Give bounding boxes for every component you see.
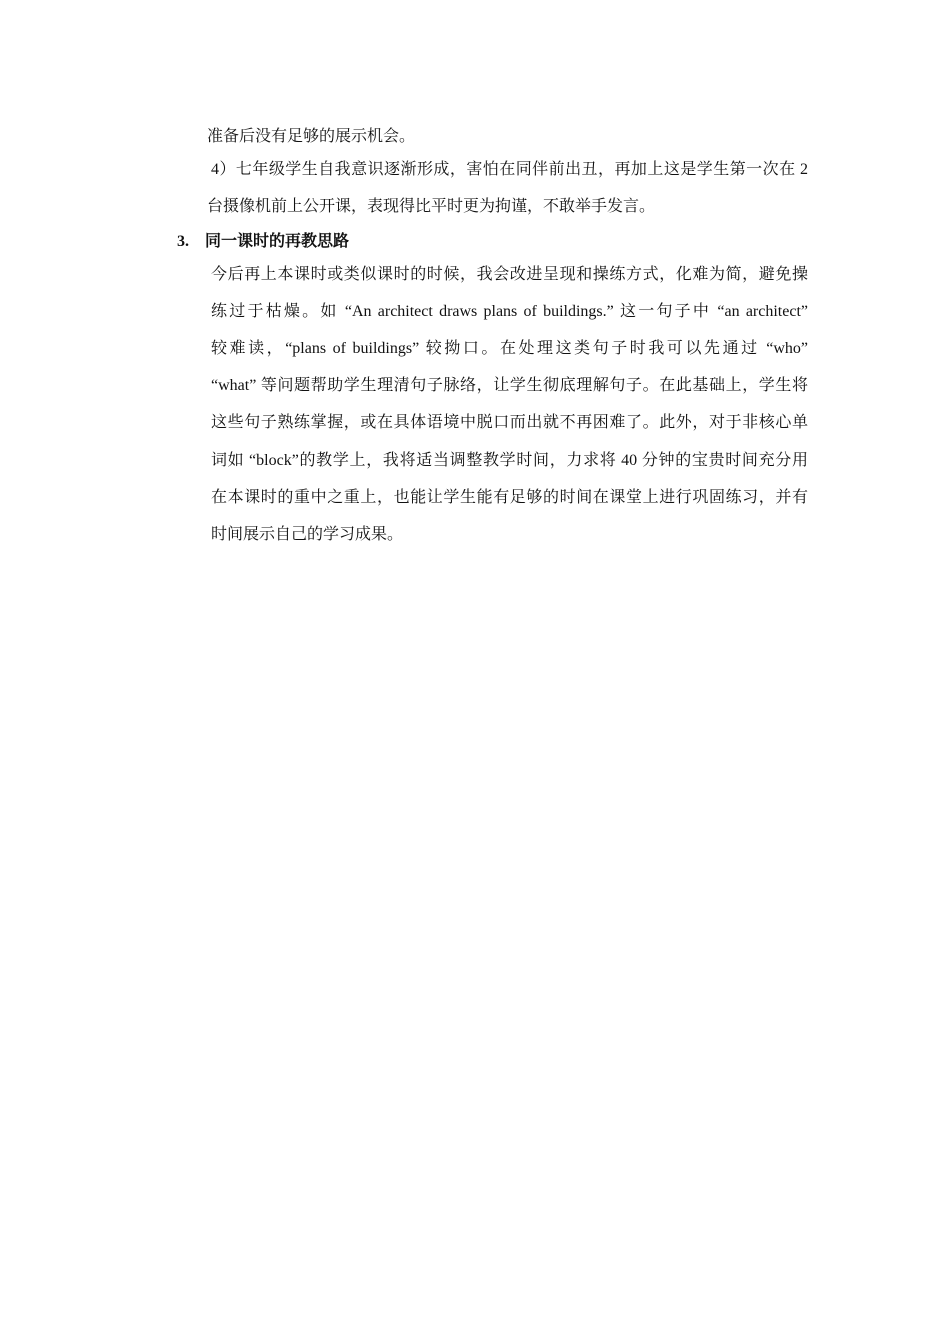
- paragraph-line: 较难读，“plans of buildings” 较拗口。在处理这类句子时我可以先通过 “who”: [211, 340, 808, 357]
- section-number: 3.: [177, 233, 189, 250]
- paragraph-line: 练过于枯燥。如 “An architect draws plans of buildings.” 这一句子中 “an architect”: [211, 303, 808, 320]
- section-title: 同一课时的再教思路: [205, 233, 350, 250]
- paragraph-line: 准备后没有足够的展示机会。: [207, 128, 416, 145]
- paragraph-line: 4）七年级学生自我意识逐渐形成，害怕在同伴前出丑，再加上这是学生第一次在 2: [211, 161, 808, 178]
- paragraph-line: 时间展示自己的学习成果。: [211, 526, 404, 543]
- paragraph-line: 台摄像机前上公开课，表现得比平时更为拘谨，不敢举手发言。: [207, 198, 656, 215]
- paragraph-line: 词如 “block”的教学上，我将适当调整教学时间，力求将 40 分钟的宝贵时间充分用: [211, 452, 808, 469]
- paragraph-line: 这些句子熟练掌握，或在具体语境中脱口而出就不再困难了。此外，对于非核心单: [211, 414, 808, 431]
- section-heading: [177, 232, 349, 252]
- paragraph-line: 在本课时的重中之重上，也能让学生能有足够的时间在课堂上进行巩固练习，并有: [211, 489, 808, 506]
- paragraph-line: “what” 等问题帮助学生理清句子脉络，让学生彻底理解句子。在此基础上，学生将: [211, 377, 808, 394]
- paragraph-line: 今后再上本课时或类似课时的时候，我会改进呈现和操练方式，化难为简，避免操: [211, 266, 808, 283]
